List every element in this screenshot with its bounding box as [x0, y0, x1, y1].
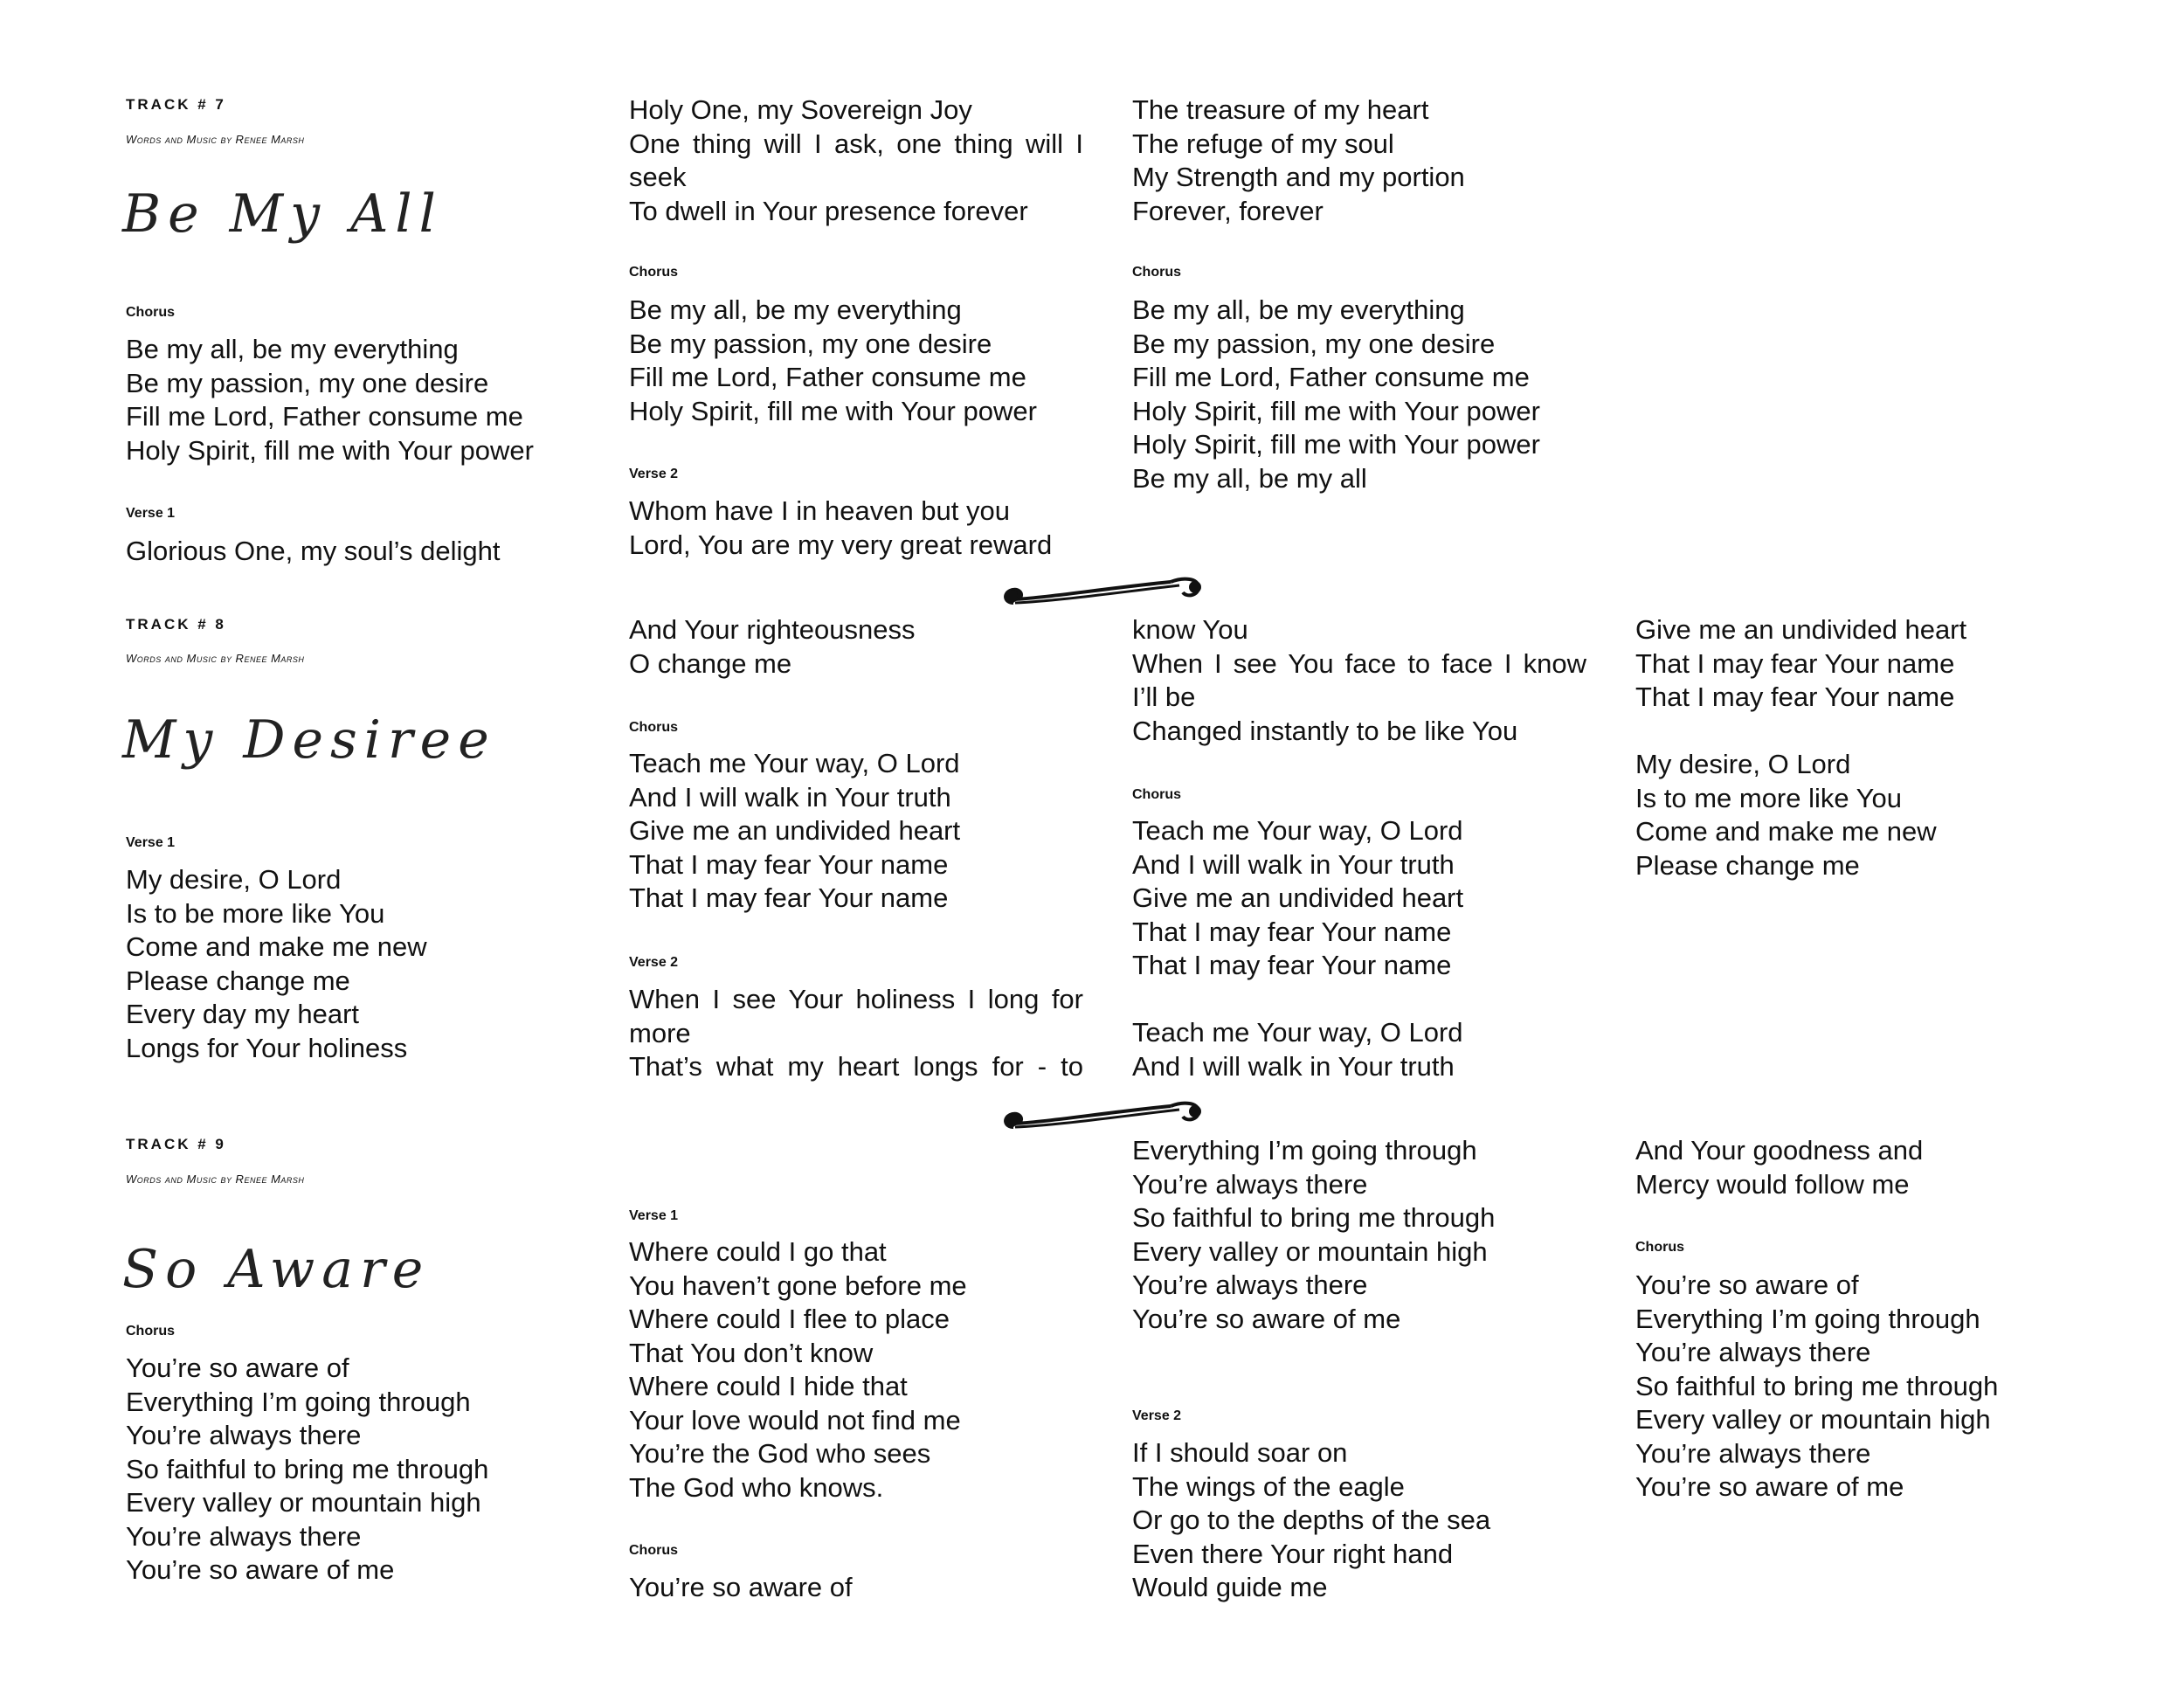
section-label: Verse 2 [629, 467, 679, 481]
lyric-line: Come and make me new [1635, 816, 1937, 847]
lyric-line: Give me an undivided heart [1132, 882, 1464, 913]
lyric-line: Where could I flee to place [629, 1304, 950, 1334]
track-label: TRACK # 9 [126, 1136, 226, 1152]
lyric-line: Would guide me [1132, 1572, 1328, 1602]
lyric-block [629, 93, 1083, 228]
song-title: So Aware [122, 1239, 431, 1300]
lyric-line: You’re so aware of me [126, 1554, 395, 1585]
lyric-line: Please change me [1635, 849, 1860, 881]
lyric-line: Every valley or mountain high [1132, 1235, 1488, 1267]
section-label: Verse 2 [1132, 1408, 1182, 1423]
lyric-line: I’ll be [1132, 681, 1196, 712]
lyric-line: You’re so aware of me [1132, 1303, 1401, 1334]
section-label: Chorus [1132, 265, 1181, 280]
lyric-line: Give me an undivided heart [1635, 614, 1967, 645]
lyric-line: Give me an undivided heart [629, 815, 961, 846]
lyric-line: Everything I’m going through [1132, 1135, 1477, 1166]
lyric-line: Changed instantly to be like You [1132, 715, 1518, 746]
lyric-line: You haven’t gone before me [629, 1269, 967, 1301]
lyric-line: That I may fear Your name [629, 882, 949, 913]
section-label: Chorus [1132, 787, 1181, 802]
song-credit: Words and Music by Renee Marsh [126, 652, 305, 665]
lyric-line: And I will walk in Your truth [1132, 848, 1455, 880]
lyric-line: Forever, forever [1132, 195, 1324, 226]
section-label: Verse 1 [126, 506, 176, 521]
lyric-line: And I will walk in Your truth [1132, 1050, 1455, 1082]
lyric-line: You’re always there [126, 1420, 362, 1450]
lyric-line: Holy Spirit, fill me with Your power [629, 395, 1037, 426]
lyric-line: That I may fear Your name [1635, 681, 1955, 712]
lyric-block [1635, 613, 1966, 882]
lyric-line [1132, 983, 1463, 1017]
lyric-line: And I will walk in Your truth [629, 781, 951, 813]
track-label: TRACK # 8 [126, 616, 226, 633]
section-label: Chorus [1635, 1240, 1684, 1255]
lyric-line: And Your goodness and [1635, 1135, 1924, 1166]
lyric-block [1132, 93, 1465, 228]
lyric-block [1132, 613, 1586, 748]
lyric-block [1132, 814, 1463, 1083]
lyric-line: Every valley or mountain high [126, 1487, 481, 1518]
lyric-line: more [629, 1017, 691, 1048]
lyric-block [1132, 1436, 1490, 1605]
lyric-block [629, 1235, 967, 1505]
lyric-line: That’s what my heart longs for - to [629, 1051, 1083, 1082]
lyric-line: Holy Spirit, fill me with Your power [126, 434, 534, 466]
lyric-line: When I see You face to face I know [1132, 647, 1586, 679]
lyric-line: Every day my heart [126, 999, 360, 1029]
lyric-block [1132, 1134, 1495, 1336]
lyric-line: seek [629, 162, 687, 192]
lyric-line: You’re so aware of [629, 1572, 853, 1602]
lyric-line: That I may fear Your name [1132, 916, 1452, 947]
lyric-line: Glorious One, my soul’s delight [126, 536, 501, 566]
lyric-line: know You [1132, 614, 1248, 645]
song-credit: Words and Music by Renee Marsh [126, 133, 305, 146]
lyric-line: Every valley or mountain high [1635, 1404, 1991, 1435]
lyric-line: O change me [629, 647, 792, 679]
lyric-line: That I may fear Your name [1132, 950, 1452, 980]
lyric-line: Be my all, be my all [1132, 462, 1367, 494]
lyric-line: Fill me Lord, Father consume me [1132, 362, 1530, 392]
lyric-line: You’re always there [1635, 1337, 1871, 1367]
lyric-block [629, 613, 915, 681]
lyric-line: Please change me [126, 965, 350, 996]
lyric-line: Holy One, my Sovereign Joy [629, 94, 972, 125]
lyric-line: Be my all, be my everything [629, 294, 962, 325]
lyric-block [629, 1571, 853, 1605]
lyric-line [1635, 715, 1966, 749]
lyric-block [1635, 1134, 1923, 1201]
lyric-line: The wings of the eagle [1132, 1470, 1405, 1502]
lyric-line: Be my passion, my one desire [629, 328, 992, 359]
lyric-line: Be my passion, my one desire [126, 367, 489, 398]
lyric-line: To dwell in Your presence forever [629, 195, 1028, 226]
section-label: Chorus [629, 720, 678, 735]
lyric-line: The treasure of my heart [1132, 94, 1429, 125]
lyric-line: Where could I go that [629, 1236, 887, 1267]
lyric-line: Be my all, be my everything [1132, 294, 1465, 325]
lyric-line: Fill me Lord, Father consume me [126, 401, 523, 432]
lyric-line: You’re so aware of me [1635, 1471, 1904, 1502]
lyric-line: You’re always there [1132, 1168, 1368, 1200]
lyric-line: Where could I hide that [629, 1371, 908, 1401]
lyric-line: Lord, You are my very great reward [629, 529, 1053, 560]
lyric-block [1635, 1269, 1998, 1505]
lyric-line: You’re always there [1132, 1269, 1368, 1300]
song-title: My Desiree [122, 709, 496, 771]
section-label: Chorus [126, 305, 175, 320]
song-title: Be My All [122, 183, 443, 245]
lyric-line: So faithful to bring me through [126, 1453, 489, 1484]
lyric-line: Fill me Lord, Father consume me [629, 362, 1026, 392]
lyric-block [126, 863, 427, 1065]
lyric-line: My Strength and my portion [1132, 162, 1465, 192]
lyric-line: That I may fear Your name [629, 848, 949, 880]
lyric-line: My desire, O Lord [1635, 749, 1851, 779]
lyric-line: Even there Your right hand [1132, 1538, 1454, 1569]
section-label: Verse 2 [629, 955, 679, 970]
section-label: Chorus [126, 1324, 175, 1339]
song-credit: Words and Music by Renee Marsh [126, 1173, 305, 1186]
lyric-line: Or go to the depths of the sea [1132, 1505, 1491, 1535]
lyric-line: Be my all, be my everything [126, 334, 459, 364]
lyric-line: My desire, O Lord [126, 864, 342, 895]
lyric-block [629, 294, 1037, 428]
lyric-line: Be my passion, my one desire [1132, 328, 1496, 359]
lyric-line: You’re always there [1635, 1437, 1871, 1469]
lyric-line: Come and make me new [126, 931, 427, 962]
lyric-line: Everything I’m going through [126, 1386, 471, 1417]
lyric-line: Teach me Your way, O Lord [1132, 815, 1463, 846]
lyric-line: And Your righteousness [629, 614, 916, 645]
lyric-line: You’re always there [126, 1520, 362, 1552]
lyric-line: Whom have I in heaven but you [629, 495, 1010, 526]
lyric-line: You’re the God who sees [629, 1438, 931, 1469]
section-label: Chorus [629, 1543, 678, 1558]
lyric-line: The God who knows. [629, 1471, 884, 1503]
lyric-line: Teach me Your way, O Lord [629, 748, 960, 778]
lyric-line: Everything I’m going through [1635, 1303, 1980, 1334]
lyric-line: You’re so aware of [126, 1352, 349, 1383]
lyric-block [629, 495, 1052, 562]
lyric-block [126, 535, 500, 569]
lyric-block [629, 983, 1083, 1084]
lyric-block [629, 747, 960, 916]
lyric-line: The refuge of my soul [1132, 128, 1394, 159]
lyric-line: Holy Spirit, fill me with Your power [1132, 395, 1540, 426]
lyric-block [126, 333, 534, 467]
lyric-line: Your love would not find me [629, 1404, 961, 1435]
lyric-line: Is to me more like You [1635, 782, 1902, 813]
track-label: TRACK # 7 [126, 96, 226, 113]
section-label: Verse 1 [629, 1208, 679, 1223]
lyric-line: Teach me Your way, O Lord [1132, 1017, 1463, 1048]
lyric-line: So faithful to bring me through [1635, 1370, 1999, 1401]
lyric-line: So faithful to bring me through [1132, 1202, 1496, 1233]
section-label: Verse 1 [126, 835, 176, 850]
lyric-line: One thing will I ask, one thing will I [629, 128, 1083, 159]
lyric-line: Is to be more like You [126, 897, 385, 929]
lyric-line: Holy Spirit, fill me with Your power [1132, 429, 1540, 460]
lyric-line: Mercy would follow me [1635, 1168, 1910, 1200]
lyric-line: If I should soar on [1132, 1437, 1348, 1468]
lyric-block [1132, 294, 1540, 495]
lyric-line: That I may fear Your name [1635, 647, 1955, 679]
scroll-divider-icon [996, 1094, 1214, 1134]
lyric-block [126, 1352, 488, 1588]
scroll-divider-icon [996, 570, 1214, 610]
lyric-line: That You don’t know [629, 1337, 874, 1368]
lyric-line: When I see Your holiness I long for [629, 984, 1083, 1014]
lyric-line: You’re so aware of [1635, 1269, 1859, 1300]
section-label: Chorus [629, 265, 678, 280]
lyric-line: Longs for Your holiness [126, 1032, 408, 1063]
